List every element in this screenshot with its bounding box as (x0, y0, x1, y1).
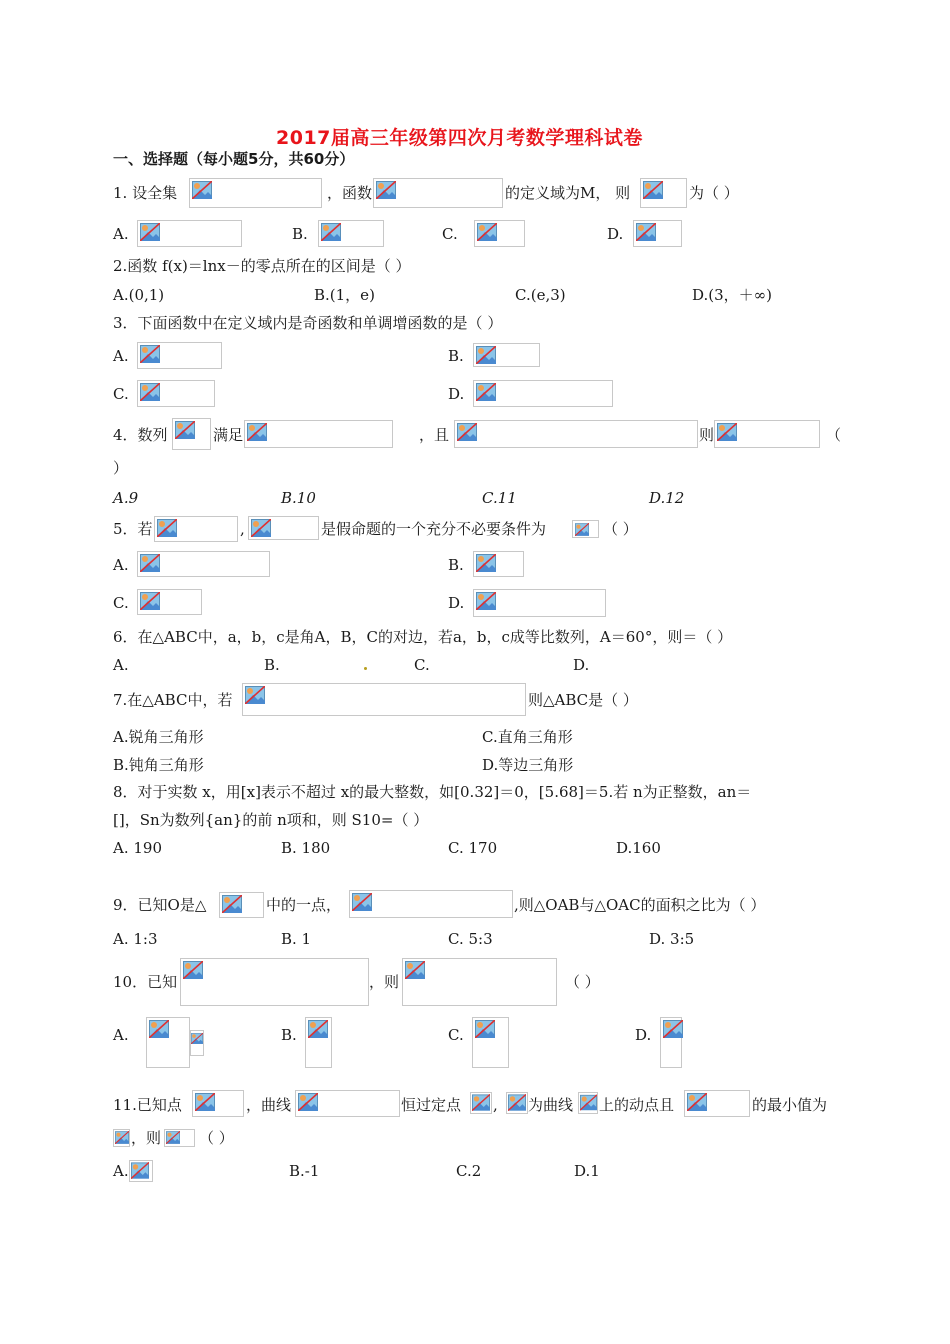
q7-option-b: B.钝角三角形 (113, 756, 204, 774)
formula-image (373, 178, 503, 208)
question-10-text-c: （ ） (565, 973, 600, 991)
q2-option-a: A.(0,1) (113, 286, 165, 304)
section-heading: 一、选择题（每小题5分，共60分） (113, 150, 355, 168)
q1-option-d-label: D. (607, 225, 624, 243)
q9-option-c: C. 5:3 (448, 930, 493, 948)
q4-option-a: A.9 (113, 489, 139, 507)
question-9-text-b: 中的一点， (266, 896, 342, 914)
question-11-text-a: 11.已知点 (113, 1096, 182, 1114)
q1-option-c-label: C. (442, 225, 458, 243)
formula-image (180, 958, 369, 1006)
question-11-text-e: 为曲线 (528, 1096, 574, 1114)
q6-option-d: D. (573, 656, 590, 674)
q6-option-a: A. (113, 656, 129, 674)
question-11-text-f: 上的动点且 (599, 1096, 675, 1114)
q11-option-a-label: A. (113, 1162, 129, 1180)
formula-image (189, 178, 322, 208)
q8-option-a: A. 190 (113, 839, 162, 857)
formula-image (470, 1092, 492, 1114)
question-11-text-g: 的最小值为 (752, 1096, 828, 1114)
q2-option-c: C.(e,3) (515, 286, 566, 304)
question-4-text-e: （ (826, 426, 842, 444)
q6-option-b: B. (264, 656, 280, 674)
question-5-text-c: 是假命题的一个充分不必要条件为 (321, 520, 547, 538)
formula-image (154, 516, 238, 542)
question-11-text-d: , (493, 1096, 498, 1114)
page-title: 2017届高三年级第四次月考数学理科试卷 (276, 127, 643, 149)
formula-image (472, 1017, 509, 1068)
question-4-text-c: ，且 (419, 426, 450, 444)
q7-option-a: A.锐角三角形 (113, 728, 204, 746)
question-4-text-f: ） (113, 459, 129, 477)
formula-image (640, 178, 687, 208)
formula-image (172, 418, 211, 450)
q3-option-c-label: C. (113, 385, 129, 403)
formula-image (473, 343, 540, 367)
question-7-text-a: 7.在△ABC中，若 (113, 691, 233, 709)
q9-option-b: B. 1 (281, 930, 312, 948)
question-9-text-c: ,则△OAB与△OAC的面积之比为（ ） (514, 896, 766, 914)
formula-image (248, 516, 319, 540)
q6-option-c: C. (414, 656, 430, 674)
formula-image (137, 380, 215, 407)
question-4-text-d: 则 (699, 426, 715, 444)
formula-image (660, 1017, 682, 1068)
q4-option-d: D.12 (649, 489, 685, 507)
q9-option-d: D. 3:5 (649, 930, 695, 948)
question-2-text: 2.函数 f(x)＝lnx－的零点所在的区间是（ ） (113, 257, 411, 275)
formula-image (164, 1129, 195, 1147)
q3-option-a-label: A. (113, 347, 129, 365)
q2-option-b: B.(1，e) (314, 286, 375, 304)
question-1-text-c: 的定义域为M， 则 (505, 184, 631, 202)
q4-option-b: B.10 (281, 489, 316, 507)
formula-image (506, 1092, 528, 1114)
q9-option-a: A. 1:3 (113, 930, 158, 948)
formula-image (684, 1090, 750, 1117)
q3-option-d-label: D. (448, 385, 465, 403)
q7-option-c: C.直角三角形 (482, 728, 573, 746)
formula-image (473, 551, 524, 577)
formula-image (129, 1160, 153, 1182)
formula-image (318, 220, 384, 247)
question-1-text-a: 1. 设全集 (113, 184, 178, 202)
question-3-text: 3．下面函数中在定义域内是奇函数和单调增函数的是（ ） (113, 314, 503, 332)
question-5-text-a: 5．若 (113, 520, 153, 538)
q11-option-d: D.1 (574, 1162, 600, 1180)
question-7-text-b: 则△ABC是（ ） (528, 691, 638, 709)
question-5-text-b: , (240, 520, 245, 538)
question-11-text-b: ，曲线 (246, 1096, 292, 1114)
formula-image (349, 890, 513, 918)
formula-image (190, 1030, 204, 1056)
formula-image (578, 1092, 598, 1114)
formula-image (305, 1017, 332, 1068)
q5-option-a-label: A. (113, 556, 129, 574)
question-11-text-i: （ ） (199, 1129, 234, 1147)
formula-image (714, 420, 820, 448)
formula-image (633, 220, 682, 247)
q3-option-b-label: B. (448, 347, 464, 365)
formula-image (242, 683, 526, 716)
question-8-line-1: 8．对于实数 x，用[x]表示不超过 x的最大整数，如[0.32]＝0，[5.68]＝5.若 n为正整数，an＝ (113, 783, 752, 801)
question-4-text-b: 满足 (213, 426, 244, 444)
q10-option-a-label: A. (113, 1026, 129, 1044)
q8-option-b: B. 180 (281, 839, 331, 857)
q5-option-b-label: B. (448, 556, 464, 574)
formula-image (572, 520, 599, 538)
q8-option-c: C. 170 (448, 839, 498, 857)
formula-image (219, 892, 264, 918)
formula-image (137, 342, 222, 369)
formula-image (295, 1090, 400, 1117)
formula-image (192, 1090, 244, 1117)
formula-image (473, 589, 606, 617)
question-1-text-d: 为（ ） (689, 184, 739, 202)
q1-option-b-label: B. (292, 225, 308, 243)
dot-mark (364, 667, 367, 670)
q5-option-c-label: C. (113, 594, 129, 612)
formula-image (402, 958, 557, 1006)
q2-option-d: D.(3，＋∞) (692, 286, 773, 304)
q10-option-c-label: C. (448, 1026, 464, 1044)
formula-image (137, 551, 270, 577)
q11-option-c: C.2 (456, 1162, 482, 1180)
q10-option-b-label: B. (281, 1026, 297, 1044)
question-9-text-a: 9．已知O是△ (113, 896, 207, 914)
question-8-line-2: []，Sn为数列{an}的前 n项和，则 S10=（ ） (113, 811, 429, 829)
formula-image (454, 420, 698, 448)
question-10-text-b: ，则 (369, 973, 400, 991)
question-4-text-a: 4．数列 (113, 426, 168, 444)
q5-option-d-label: D. (448, 594, 465, 612)
question-6-text: 6．在△ABC中，a，b，c是角A，B，C的对边，若a，b，c成等比数列，A＝60°，则＝（ ） (113, 628, 733, 646)
formula-image (137, 220, 242, 247)
question-1-text-b: ，函数 (327, 184, 373, 202)
formula-image (473, 380, 613, 407)
formula-image (113, 1129, 130, 1147)
q4-option-c: C.11 (482, 489, 517, 507)
formula-image (146, 1017, 190, 1068)
q7-option-d: D.等边三角形 (482, 756, 574, 774)
question-5-text-d: （ ） (603, 520, 638, 538)
question-10-text-a: 10．已知 (113, 973, 178, 991)
formula-image (137, 589, 202, 615)
question-11-text-c: 恒过定点 (401, 1096, 462, 1114)
q8-option-d: D.160 (616, 839, 661, 857)
q1-option-a-label: A. (113, 225, 129, 243)
q11-option-b: B.-1 (289, 1162, 320, 1180)
formula-image (474, 220, 525, 247)
formula-image (244, 420, 393, 448)
question-11-text-h: ，则 (131, 1129, 162, 1147)
q10-option-d-label: D. (635, 1026, 652, 1044)
